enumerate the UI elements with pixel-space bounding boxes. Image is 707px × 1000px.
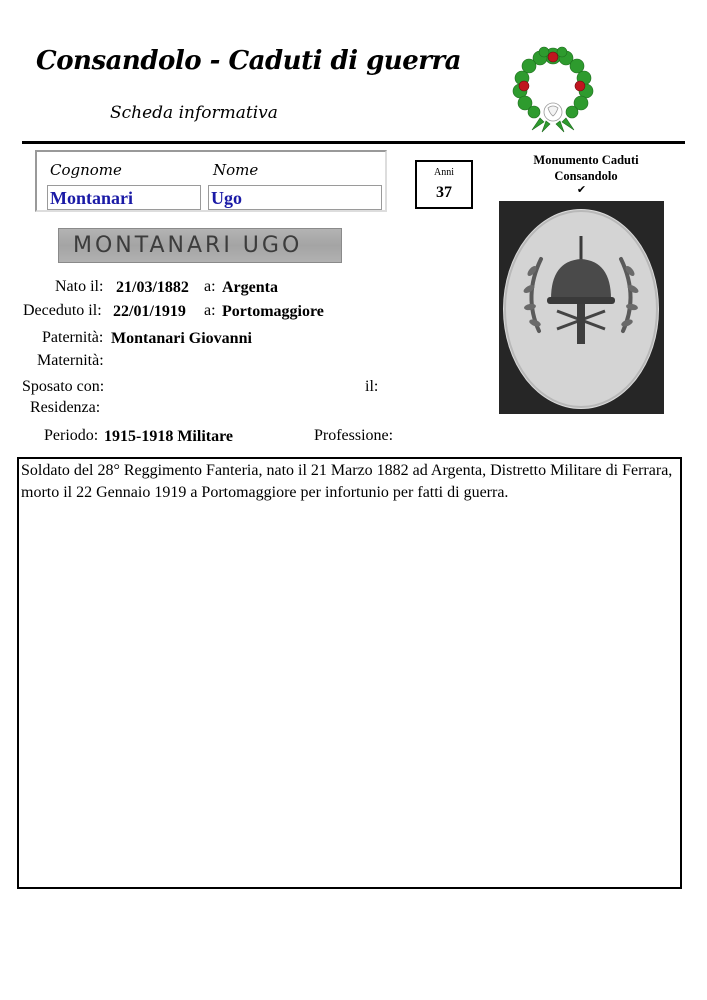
professione-label: Professione: [314,427,394,444]
description-box: Soldato del 28° Reggimento Fanteria, nato il 21 Marzo 1882 ad Argenta, Distretto Militare di Ferrara, morto il 22 Gennaio 1919 a Portomaggiore per infortunio per fatti di guerra. [17,457,682,889]
deceduto-place: Portomaggiore [222,303,324,320]
nato-a-label: a: [204,278,216,295]
maternita-label: Maternità: [37,352,104,369]
periodo-value: 1915-1918 Militare [104,428,234,445]
nome-label: Nome [213,161,259,179]
paternita-label: Paternità: [42,329,104,346]
sposato-label: Sposato con: [22,378,105,395]
nome-field: Ugo [208,185,382,210]
age-box [415,160,473,209]
monument-label-line2: Consandolo [554,169,618,183]
periodo-label: Periodo: [44,427,99,444]
residenza-label: Residenza: [30,399,101,416]
monument-checkbox[interactable]: ✔ [576,183,587,196]
deceduto-label: Deceduto il: [23,302,102,319]
paternita-value: Montanari Giovanni [111,330,252,347]
page-subtitle: Scheda informativa [110,103,278,123]
nato-date: 21/03/1882 [116,279,189,296]
header-divider [22,141,685,144]
age-value: 37 [436,184,452,201]
deceduto-a-label: a: [204,302,216,319]
nato-place: Argenta [222,279,278,296]
nato-label: Nato il: [55,278,104,295]
monument-label-line1: Monumento Caduti [533,153,639,167]
page-title: Consandolo - Caduti di guerra [36,46,461,76]
age-label: Anni [434,167,454,178]
nameplate-image: MONTANARI UGO [58,228,342,263]
cognome-field: Montanari [47,185,201,210]
monument-label [510,152,662,184]
monument-photo [499,201,664,414]
wreath-logo [510,44,596,134]
deceduto-date: 22/01/1919 [113,303,186,320]
cognome-label: Cognome [50,161,122,179]
sposato-il-label: il: [365,378,379,395]
